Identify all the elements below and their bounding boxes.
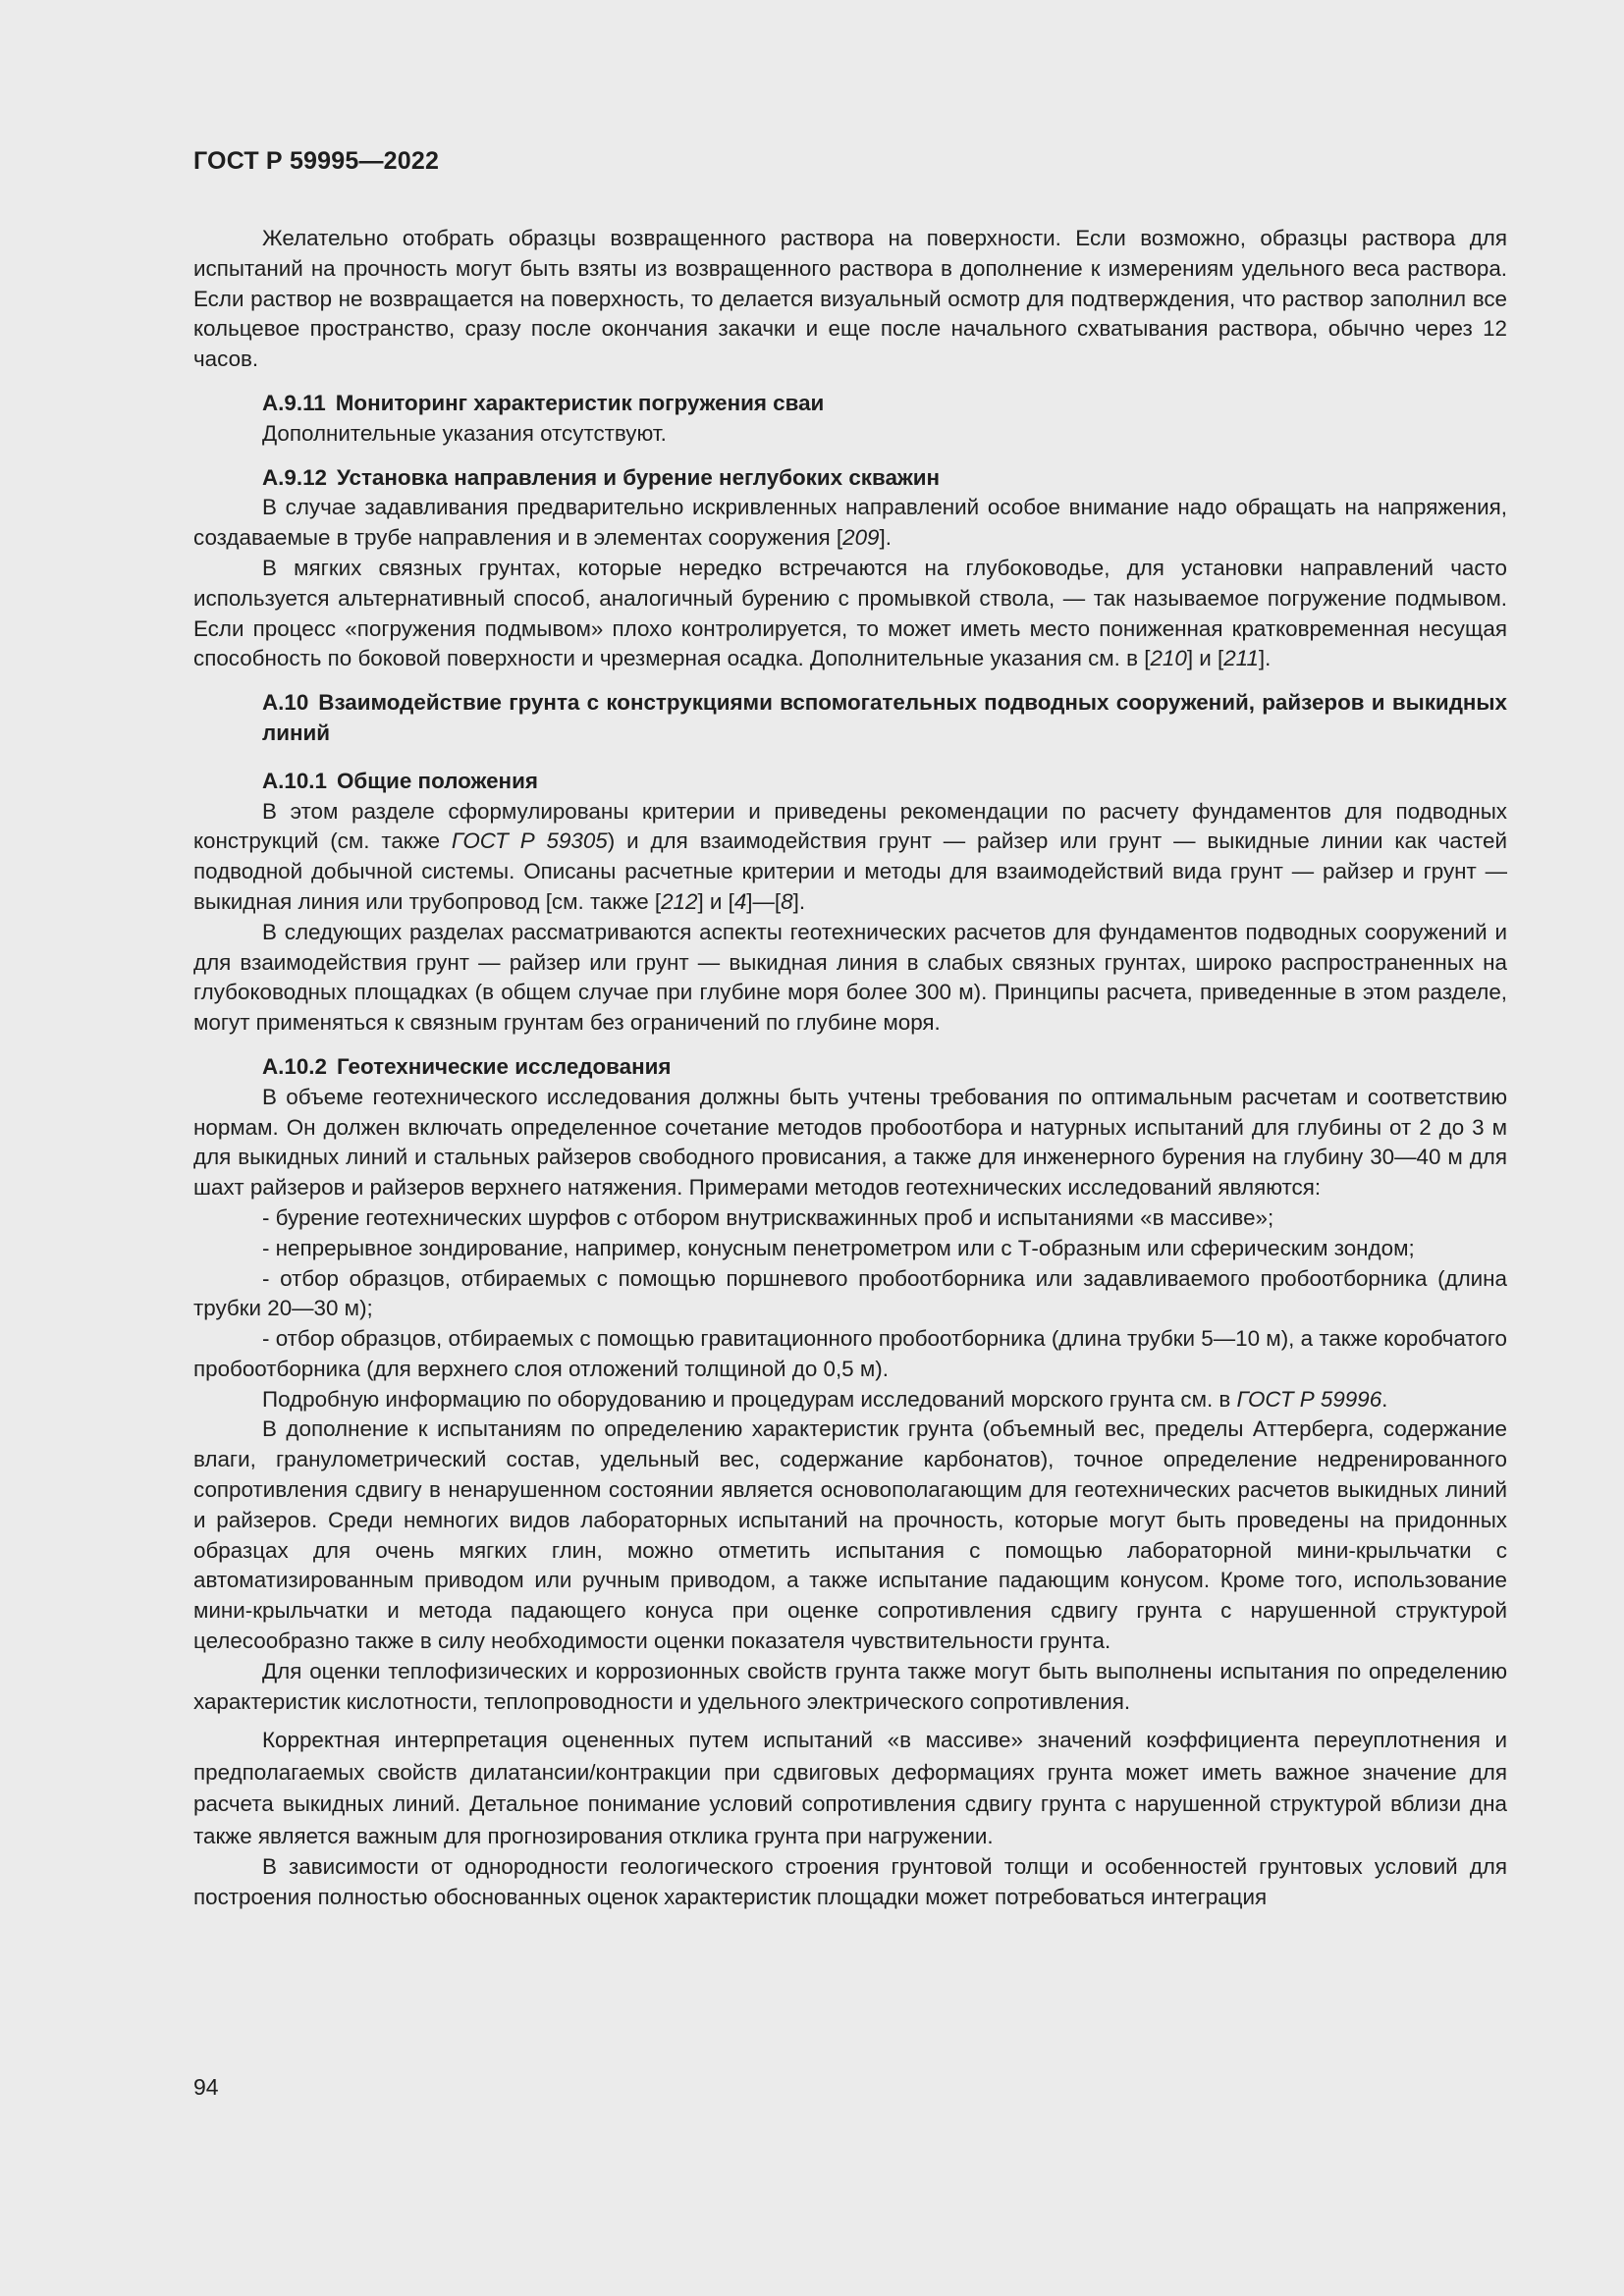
section-heading-a102 <box>193 1052 1507 1083</box>
paragraph-a102-2 <box>193 1385 1507 1415</box>
section-heading-a10 <box>193 688 1507 749</box>
section-title: Взаимодействие грунта с конструкциями вспомогательных подводных сооружений, райзеров и выкидных линий <box>262 690 1507 745</box>
paragraph-a912-2 <box>193 554 1507 674</box>
text-run: ]. <box>792 888 806 914</box>
text-run: Подробную информацию по оборудованию и процедурам исследований морского грунта см. в <box>262 1386 1237 1412</box>
text-run: В мягких связных грунтах, которые нередко встречаются на глубоководье, для установки направлений часто используется альтернативный способ, аналогичный бурению с промывкой ствола, — так называемое погружение подмывом. Если процесс «погружения подмывом» плохо контролируется, то может иметь место пониженная кратковременная несущая способность по боковой поверхности и чрезмерная осадка. Дополнительные указания см. в [ <box>193 555 1507 671</box>
paragraph-grout-samples: Желательно отобрать образцы возвращенного раствора на поверхности. Если возможно, образцы раствора для испытаний на прочность могут быть взяты из возвращенного раствора в дополнение к измерениям удельного веса раствора. Если раствор не возвращается на поверхность, то делается визуальный осмотр для подтверждения, что раствор заполнил все кольцевое пространство, сразу после окончания закачки и еще после начального схватывания раствора, обычно через 12 часов. <box>193 226 1507 372</box>
standard-reference[interactable]: ГОСТ Р 59996 <box>1236 1386 1382 1412</box>
text-run: ]—[ <box>746 888 782 914</box>
page-number: 94 <box>193 2074 219 2100</box>
reference-link[interactable]: 8 <box>781 888 793 914</box>
paragraph-a912-1 <box>193 493 1507 554</box>
paragraph-a102-5: Корректная интерпретация оцененных путем испытаний «в массиве» значений коэффициента переуплотнения и предполагаемых свойств дилатансии/контракции при сдвиговых деформациях грунта может иметь важное значение для расчета выкидных линий. Детальное понимание условий сопротивления сдвигу грунта с нарушенной структурой вблизи дна также является важным для прогнозирования отклика грунта при нагружении. <box>193 1728 1507 1848</box>
section-heading-a911 <box>193 389 1507 419</box>
text-run: ]. <box>1258 646 1272 671</box>
section-heading-a101 <box>193 767 1507 797</box>
reference-link[interactable]: 212 <box>661 888 698 914</box>
text-run: ]. <box>879 525 892 551</box>
paragraph-a101-1 <box>193 797 1507 918</box>
section-title: Геотехнические исследования <box>336 1053 672 1079</box>
paragraph-a102-4: Для оценки теплофизических и коррозионных свойств грунта также могут быть выполнены испытания по определению характеристик кислотности, теплопроводности и удельного электрического сопротивления. <box>193 1658 1507 1714</box>
list-item: - отбор образцов, отбираемых с помощью гравитационного пробоотборника (длина трубки 5—10 м), а также коробчатого пробоотборника (для верхнего слоя отложений толщиной до 0,5 м). <box>193 1326 1507 1381</box>
text-run: ] и [ <box>697 888 734 914</box>
text-run: В случае задавливания предварительно искривленных направлений особое внимание надо обращать на напряжения, создаваемые в трубе направления и в элементах сооружения [ <box>193 495 1507 551</box>
section-number: А.10.1 <box>262 768 327 793</box>
text-run: В этом разделе сформулированы критерии и приведены рекомендации по расчету фундаментов для подводных конструкций (см. также <box>193 798 1507 854</box>
section-title: Установка направления и бурение неглубоких скважин <box>336 464 941 490</box>
paragraph-a102-3: В дополнение к испытаниям по определению характеристик грунта (объемный вес, пределы Аттерберга, содержание влаги, гранулометрический состав, удельный вес, содержание карбонатов), точное определение недренированного сопротивления сдвигу в ненарушенном состоянии является основополагающим для геотехнических расчетов выкидных линий и райзеров. Среди немногих видов лабораторных испытаний на прочность, которые могут быть проведены на придонных образцах для очень мягких глин, можно отметить испытания с помощью лабораторной мини-крыльчатки с автоматизированным приводом или ручным приводом, а также испытание падающим конусом. Кроме того, использование мини-крыльчатки и метода падающего конуса при оценке сопротивления сдвигу грунта с нарушенной структурой целесообразно также в силу необходимости оценки показателя чувствительности грунта. <box>193 1416 1507 1654</box>
section-number: А.10.2 <box>262 1053 327 1079</box>
section-number: А.10 <box>262 690 309 716</box>
reference-link[interactable]: 211 <box>1223 646 1259 671</box>
text-run: ) и для взаимодействия грунт — райзер или грунт — выкидные линии как частей подводной добычной системы. Описаны расчетные критерии и методы для взаимодействий вида грунт — райзер и грунт — выкидная линия или трубопровод [см. также [ <box>193 828 1507 914</box>
list-item: - непрерывное зондирование, например, конусным пенетрометром или с Т-образным или сферическим зондом; <box>262 1235 1415 1260</box>
section-number: А.9.11 <box>262 390 326 415</box>
section-title: Общие положения <box>336 768 538 793</box>
paragraph-a102-6: В зависимости от однородности геологического строения грунтовой толщи и особенностей грунтовых условий для построения полностью обоснованных оценок характеристик площадки может потребоваться интеграция <box>193 1854 1507 1910</box>
reference-link[interactable]: 210 <box>1150 646 1187 671</box>
section-number: А.9.12 <box>262 464 327 490</box>
list-item: - бурение геотехнических шурфов с отбором внутрискважинных проб и испытаниями «в массиве»; <box>262 1204 1274 1230</box>
paragraph-a911: Дополнительные указания отсутствуют. <box>262 420 667 446</box>
standard-reference[interactable]: ГОСТ Р 59305 <box>451 828 608 854</box>
text-run: . <box>1381 1386 1388 1412</box>
paragraph-a101-2: В следующих разделах рассматриваются аспекты геотехнических расчетов для фундаментов подводных сооружений и для взаимодействия грунт — райзер или грунт — выкидная линия в слабых связных грунтах, широко распространенных на глубоководных площадках (в общем случае при глубине моря более 300 м). Принципы расчета, приведенные в этом разделе, могут применяться к связным грунтам без ограничений по глубине моря. <box>193 919 1507 1036</box>
reference-link[interactable]: 209 <box>842 525 880 551</box>
paragraph-a102-1: В объеме геотехнического исследования должны быть учтены требования по оптимальным расчетам и соответствию нормам. Он должен включать определенное сочетание методов пробоотбора и натурных испытаний для глубины от 2 до 3 м для выкидных линий и стальных райзеров свободного провисания, а также для инженерного бурения на глубину 30—40 м для шахт райзеров и райзеров верхнего натяжения. Примерами методов геотехнических исследований являются: <box>193 1084 1507 1201</box>
page-content <box>193 224 1507 1913</box>
list-item: - отбор образцов, отбираемых с помощью поршневого пробоотборника или задавливаемого пробоотборника (длина трубки 20—30 м); <box>193 1265 1507 1321</box>
section-title: Мониторинг характеристик погружения сваи <box>335 390 825 415</box>
document-id-header: ГОСТ Р 59995—2022 <box>193 147 440 175</box>
reference-link[interactable]: 4 <box>733 888 747 914</box>
section-heading-a912 <box>193 463 1507 494</box>
text-run: ] и [ <box>1186 646 1224 671</box>
